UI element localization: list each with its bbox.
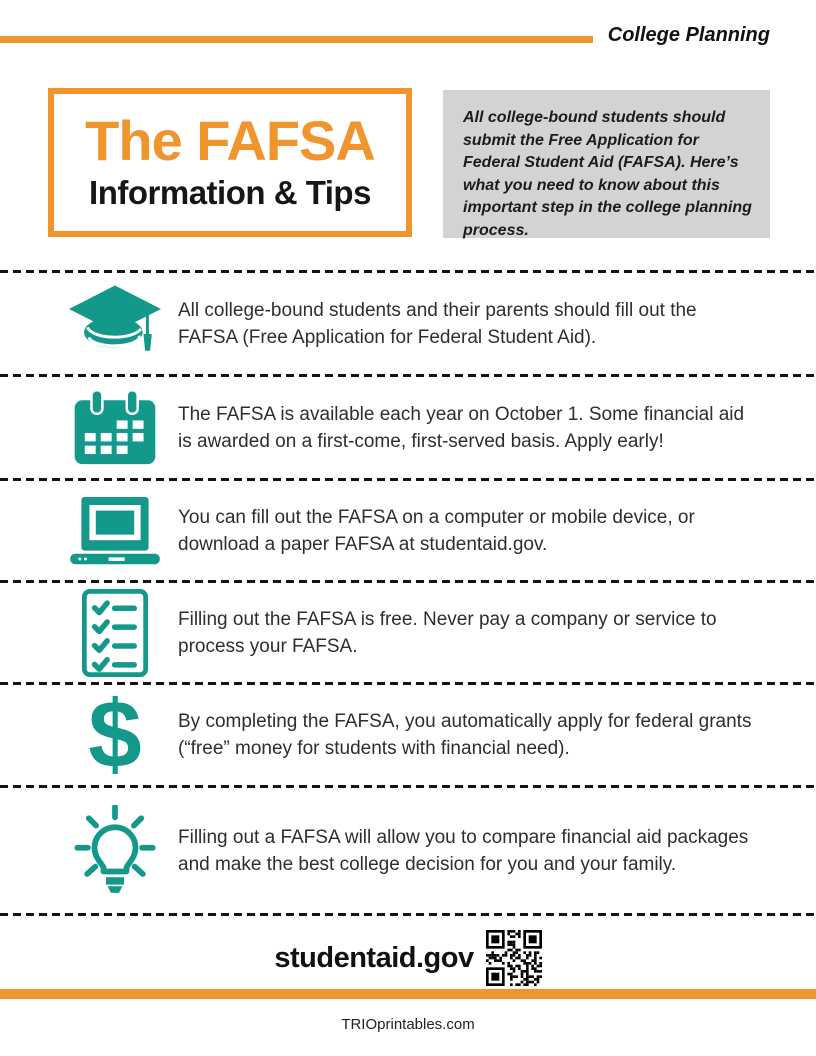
- footer-credit: TRIOprintables.com: [341, 1016, 475, 1033]
- lightbulb-icon: [64, 805, 166, 897]
- tip-text: By completing the FAFSA, you automatically apply for federal grants (“free” money for students with financial need).: [178, 711, 752, 759]
- website-row: [0, 930, 816, 986]
- tip-row-checklist: [0, 583, 816, 682]
- title-box: [48, 88, 412, 237]
- graduation-cap-icon: [64, 285, 166, 363]
- website-url: studentaid.gov: [274, 941, 474, 974]
- tip-row-dollar: [0, 685, 816, 785]
- tip-text: The FAFSA is available each year on October 1. Some financial aid is awarded on a first-come, first-served basis. Apply early!: [178, 403, 745, 452]
- page-subtitle: Information & Tips: [89, 174, 371, 212]
- page-title: The FAFSA: [85, 109, 375, 173]
- tip-text: Filling out the FAFSA is free. Never pay a company or service to process your FAFSA.: [178, 608, 717, 657]
- tips-list: [0, 270, 816, 916]
- footer-accent-rule: [0, 989, 816, 999]
- qr-code: [486, 930, 542, 986]
- tip-row-calendar: [0, 377, 816, 478]
- tip-text: You can fill out the FAFSA on a computer or mobile device, or download a paper FAFSA at studentaid.gov.: [178, 506, 695, 555]
- checklist-icon: [64, 589, 166, 677]
- header-accent-rule: [0, 36, 593, 43]
- calendar-icon: [64, 390, 166, 466]
- intro-text: All college-bound students should submit the Free Application for Federal Student Aid (FAFSA). Here’s what you need to know about this important step in the college planning process.: [463, 109, 752, 239]
- tip-text: Filling out a FAFSA will allow you to compare financial aid packages and make the best college decision for you and your family.: [178, 826, 749, 875]
- dollar-sign-icon: [64, 692, 166, 778]
- tip-row-graduation: [0, 273, 816, 374]
- laptop-icon: [64, 497, 166, 565]
- tip-text: All college-bound students and their parents should fill out the FAFSA (Free Application for Federal Student Aid).: [178, 299, 697, 348]
- category-label: College Planning: [607, 24, 770, 46]
- dashed-divider: [0, 913, 816, 916]
- tip-row-laptop: [0, 481, 816, 580]
- tip-row-lightbulb: [0, 788, 816, 913]
- intro-box: [443, 90, 770, 238]
